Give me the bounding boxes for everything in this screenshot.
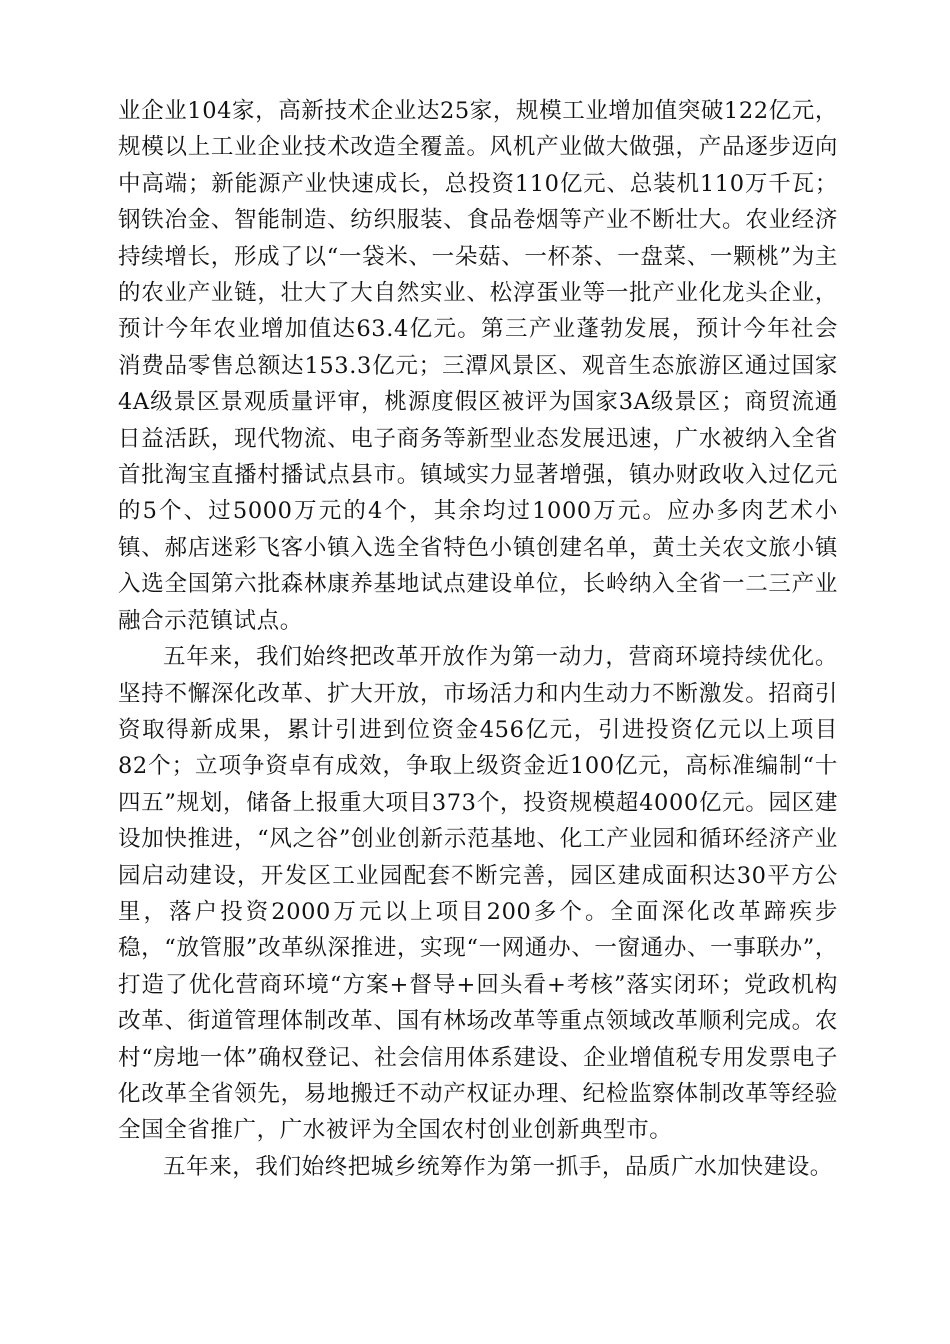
paragraph-industry: 业企业104家，高新技术企业达25家，规模工业增加值突破122亿元，规模以上工业企业技术改造全覆盖。风机产业做大做强，产品逐步迈向中高端；新能源产业快速成长，总投资110亿元、总装机110万千瓦；钢铁冶金、智能制造、纺织服装、食品卷烟等产业不断壮大。农业经济持续增长，形成了以“一袋米、一朵菇、一杯茶、一盘菜、一颗桃”为主的农业产业链，壮大了大自然实业、松淳蛋业等一批产业化龙头企业，预计今年农业增加值达63.4亿元。第三产业蓬勃发展，预计今年社会消费品零售总额达153.3亿元；三潭风景区、观音生态旅游区通过国家4A级景区景观质量评审，桃源度假区被评为国家3A级景区；商贸流通日益活跃，现代物流、电子商务等新型业态发展迅速，广水被纳入全省首批淘宝直播村播试点县市。镇域实力显著增强，镇办财政收入过亿元的5个、过5000万元的4个，其余均过1000万元。应办多肉艺术小镇、郝店迷彩飞客小镇入选全省特色小镇创建名单，黄土关农文旅小镇入选全国第六批森林康养基地试点建设单位，长岭纳入全省一二三产业融合示范镇试点。 (118, 98, 838, 634)
paragraph-urban-rural: 五年来，我们始终把城乡统筹作为第一抓手，品质广水加快建设。 (163, 1153, 833, 1180)
document-body (118, 93, 838, 1185)
paragraph-reform: 五年来，我们始终把改革开放作为第一动力，营商环境持续优化。坚持不懈深化改革、扩大开放，市场活力和内生动力不断激发。招商引资取得新成果，累计引进到位资金456亿元，引进投资亿元以上项目82个；立项争资卓有成效，争取上级资金近100亿元，高标准编制“十四五”规划，储备上报重大项目373个，投资规模超4000亿元。园区建设加快推进，“风之谷”创业创新示范基地、化工产业园和循环经济产业园启动建设，开发区工业园配套不断完善，园区建成面积达30平方公里，落户投资2000万元以上项目200多个。全面深化改革蹄疾步稳，“放管服”改革纵深推进，实现“一网通办、一窗通办、一事联办”，打造了优化营商环境“方案+督导+回头看+考核”落实闭环；党政机构改革、街道管理体制改革、国有林场改革等重点领域改革顺利完成。农村“房地一体”确权登记、社会信用体系建设、企业增值税专用发票电子化改革全省领先，易地搬迁不动产权证办理、纪检监察体制改革等经验全国全省推广，广水被评为全国农村创业创新典型市。 (118, 644, 838, 1144)
